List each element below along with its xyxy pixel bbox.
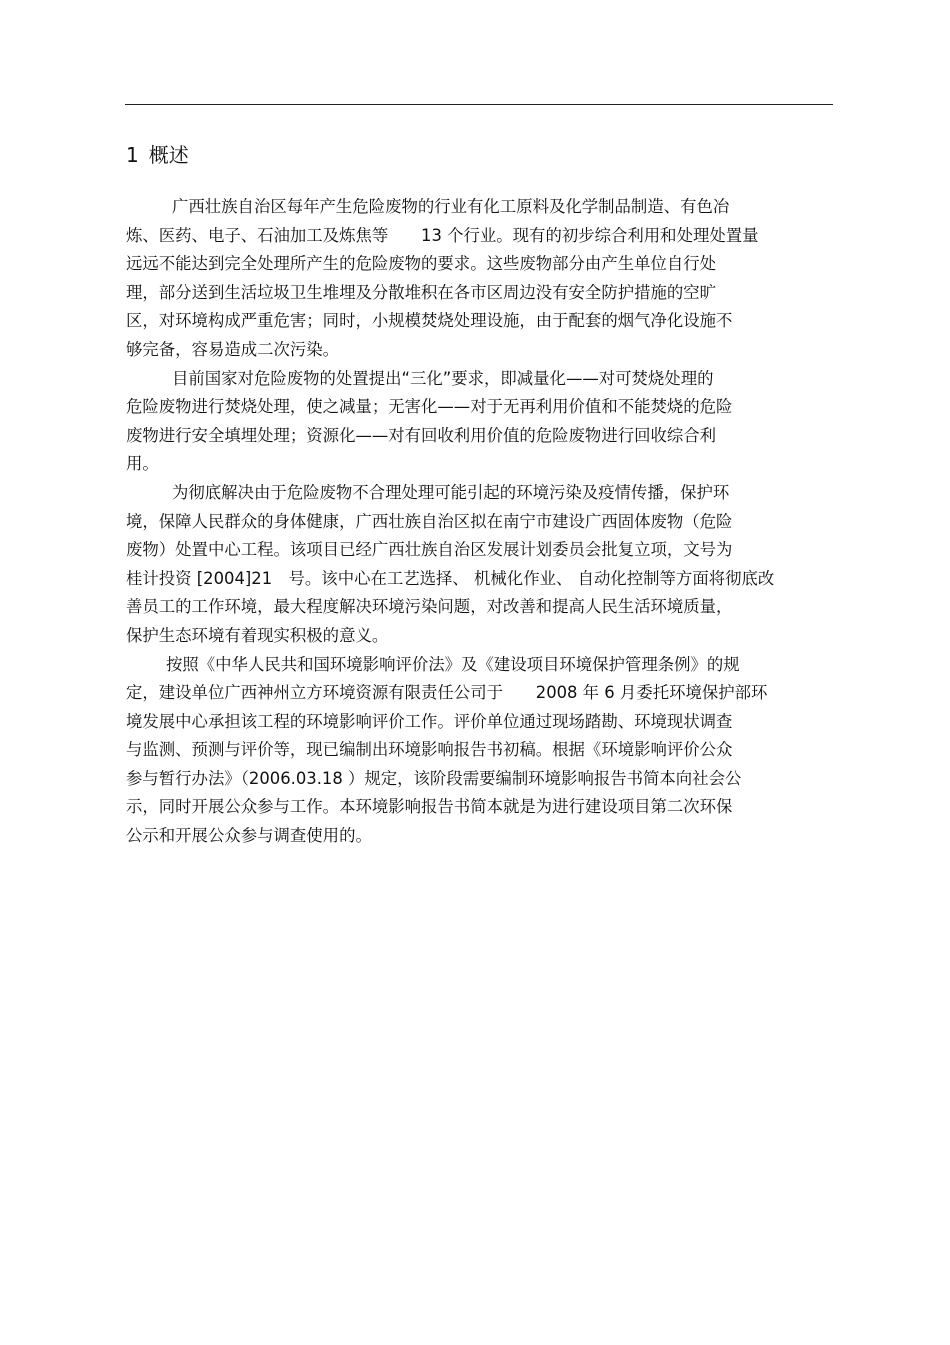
paragraph-line: 境发展中心承担该工程的环境影响评价工作。评价单位通过现场踏勘、环境现状调查 <box>126 711 733 731</box>
paragraph-line: 与监测、预测与评价等，现已编制出环境影响报告书初稿。根据《环境影响评价公众 <box>126 740 733 760</box>
paragraph-line: 善员工的工作环境，最大程度解决环境污染问题，对改善和提高人民生活环境质量， <box>126 597 733 617</box>
body-text <box>126 193 846 851</box>
paragraph-line: 广西壮族自治区每年产生危险废物的行业有化工原料及化学制品制造、有色冶 <box>172 197 730 216</box>
paragraph-line: 目前国家对危险废物的处置提出“三化”要求，即减量化——对可焚烧处理的 <box>172 368 714 388</box>
paragraph-2 <box>126 365 846 479</box>
paragraph-line: 定，建设单位广西神州立方环境资源有限责任公司于 2008 年 6 月委托环境保护部环 <box>126 683 768 703</box>
paragraph-line: 废物）处置中心工程。该项目已经广西壮族自治区发展计划委员会批复立项，文号为 <box>126 540 733 560</box>
paragraph-line: 保护生态环境有着现实积极的意义。 <box>126 625 389 645</box>
section-title: 概述 <box>148 143 189 167</box>
paragraph-line: 够完备，容易造成二次污染。 <box>126 339 340 359</box>
paragraph-line: 炼、医药、电子、石油加工及炼焦等 13 个行业。现有的初步综合利用和处理处置量 <box>126 225 759 245</box>
paragraph-line: 用。 <box>126 454 159 474</box>
paragraph-1 <box>126 193 846 365</box>
paragraph-line: 参与暂行办法》（2006.03.18 ）规定，该阶段需要编制环境影响报告书简本向社会公 <box>126 768 742 788</box>
header-rule <box>125 104 833 105</box>
paragraph-line: 公示和开展公众参与调查使用的。 <box>126 826 372 846</box>
paragraph-line: 为彻底解决由于危险废物不合理处理可能引起的环境污染及疫情传播，保护环 <box>172 482 730 502</box>
paragraph-line: 按照《中华人民共和国环境影响评价法》及《建设项目环境保护管理条例》的规 <box>166 654 740 674</box>
paragraph-line: 废物进行安全填埋处理；资源化——对有回收利用价值的危险废物进行回收综合利 <box>126 425 717 445</box>
paragraph-line: 危险废物进行焚烧处理，使之减量；无害化——对于无再利用价值和不能焚烧的危险 <box>126 397 733 417</box>
paragraph-4 <box>126 651 846 851</box>
paragraph-3 <box>126 479 846 651</box>
paragraph-line: 区，对环境构成严重危害；同时，小规模焚烧处理设施，由于配套的烟气净化设施不 <box>126 311 733 331</box>
section-heading <box>126 141 189 169</box>
paragraph-line: 示，同时开展公众参与工作。本环境影响报告书简本就是为进行建设项目第二次环保 <box>126 797 733 817</box>
paragraph-line: 理，部分送到生活垃圾卫生堆埋及分散堆积在各市区周边没有安全防护措施的空旷 <box>126 282 717 302</box>
paragraph-line: 境，保障人民群众的身体健康，广西壮族自治区拟在南宁市建设广西固体废物（危险 <box>126 511 733 531</box>
paragraph-line: 远远不能达到完全处理所产生的危险废物的要求。这些废物部分由产生单位自行处 <box>126 254 717 274</box>
section-number: 1 <box>126 143 139 167</box>
paragraph-line: 桂计投资 [2004]21 号。该中心在工艺选择、 机械化作业、 自动化控制等方面将彻底改 <box>126 568 775 588</box>
